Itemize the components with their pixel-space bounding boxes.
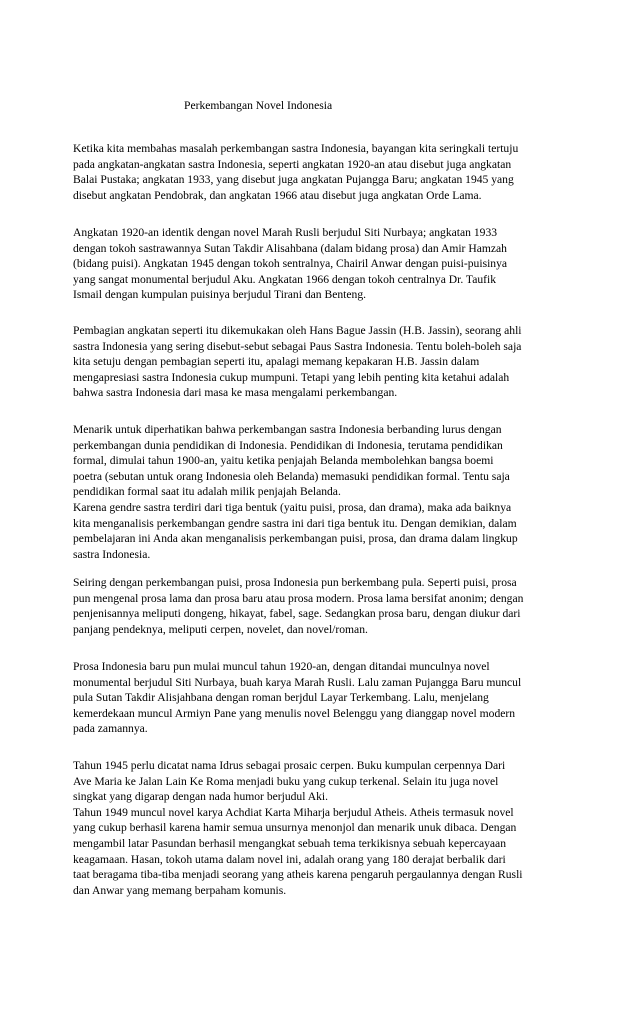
- paragraph-4: [73, 422, 563, 562]
- paragraph-line: yang cukup berhasil karena hamir semua unsurnya menonjol dan menarik unuk dibaca. Dengan: [73, 821, 517, 835]
- paragraph-line: perkembangan dunia pendidikan di Indonesia. Pendidikan di Indonesia, terutama pendidikan: [73, 438, 503, 452]
- paragraph-line: keagamaan. Hasan, tokoh utama dalam novel ini, adalah orang yang 180 derajat berbalik dari: [73, 852, 506, 866]
- paragraph-2: [73, 225, 563, 303]
- paragraph-line: yang sangat monumental berjudul Aku. Angkatan 1966 dengan tokoh centralnya Dr. Taufik: [73, 272, 497, 286]
- paragraph-line: disebut angkatan Pendobrak, dan angkatan 1966 atau disebut juga angkatan Orde Lama.: [73, 188, 482, 202]
- paragraph-line: bahwa sastra Indonesia dari masa ke masa mengalami perkembangan.: [73, 386, 398, 400]
- paragraph-line: mengambil latar Pasundan berhasil mengangkat sebuah tema terkikisnya sebuah kepercayaan: [73, 836, 506, 850]
- paragraph-line: panjang pendeknya, meliputi cerpen, novelet, dan novel/roman.: [73, 622, 368, 636]
- paragraph-line: kita setuju dengan pembagian seperti itu, apalagi memang kepakaran H.B. Jassin dalam: [73, 355, 480, 369]
- paragraph-line: Tahun 1945 perlu dicatat nama Idrus sebagai prosaic cerpen. Buku kumpulan cerpennya Dari: [73, 759, 506, 772]
- paragraph-line: Menarik untuk diperhatikan bahwa perkembangan sastra Indonesia berbanding lurus dengan: [73, 423, 502, 436]
- paragraph-3: [73, 323, 563, 401]
- paragraph-line: (bidang puisi). Angkatan 1945 dengan tokoh sentralnya, Chairil Anwar dengan puisi-puisinya: [73, 257, 508, 271]
- paragraph-line: Balai Pustaka; angkatan 1933, yang disebut juga angkatan Pujangga Baru; angkatan 1945 yang: [73, 173, 514, 187]
- paragraph-line: poetra (sebutan untuk orang Indonesia oleh Belanda) memasuki pendidikan formal. Tentu saja: [73, 469, 510, 483]
- paragraph-line: Karena gendre sastra terdiri dari tiga bentuk (yaitu puisi, prosa, dan drama), maka ada baiknya: [73, 500, 512, 514]
- paragraph-1: [73, 141, 563, 203]
- paragraph-line: pada zamannya.: [73, 722, 148, 736]
- paragraph-line: Tahun 1949 muncul novel karya Achdiat Karta Miharja berjudul Atheis. Atheis termasuk novel: [73, 805, 514, 819]
- paragraph-line: formal, dimulai tahun 1900-an, yaitu ketika penjajah Belanda membolehkan bangsa boemi: [73, 454, 494, 468]
- paragraph-line: kita menganalisis perkembangan gendre sastra ini dari tiga bentuk itu. Dengan demikian, dalam: [73, 516, 517, 530]
- paragraph-line: sastra Indonesia.: [73, 547, 151, 561]
- paragraph-line: taat beragama tiba-tiba menjadi seorang yang atheis karena pengaruh pergaulannya dengan Rusli: [73, 868, 523, 882]
- document-title: Perkembangan Novel Indonesia: [184, 99, 333, 112]
- paragraph-line: singkat yang digarap dengan nada humor berjudul Aki.: [73, 790, 328, 804]
- paragraph-line: dan Anwar yang memang berpaham komunis.: [73, 883, 287, 897]
- paragraph-6: [73, 659, 563, 737]
- paragraph-line: sastra Indonesia yang sering disebut-sebut sebagai Paus Sastra Indonesia. Tentu boleh-boleh saja: [73, 339, 522, 353]
- paragraph-line: mengapresiasi sastra Indonesia cukup mumpuni. Tetapi yang lebih penting kita ketahui adalah: [73, 370, 510, 384]
- paragraph-7: [73, 758, 563, 898]
- paragraph-line: pembelajaran ini Anda akan menganalisis perkembangan puisi, prosa, dan drama dalam lingkup: [73, 532, 518, 546]
- paragraph-line: Seiring dengan perkembangan puisi, prosa Indonesia pun berkembang pula. Seperti puisi, prosa: [73, 576, 517, 589]
- paragraph-line: pula Sutan Takdir Alisjahbana dengan roman berjdul Layar Terkembang. Lalu, menjelang: [73, 691, 489, 705]
- paragraph-line: kemerdekaan muncul Armiyn Pane yang menulis novel Belenggu yang dianggap novel modern: [73, 706, 516, 720]
- paragraph-line: Angkatan 1920-an identik dengan novel Marah Rusli berjudul Siti Nurbaya; angkatan 1933: [73, 226, 498, 239]
- paragraph-line: pendidikan formal saat itu adalah milik penjajah Belanda.: [73, 485, 341, 499]
- paragraph-line: Ketika kita membahas masalah perkembangan sastra Indonesia, bayangan kita seringkali tertuju: [73, 142, 519, 155]
- paragraph-line: Ave Maria ke Jalan Lain Ke Roma menjadi buku yang cukup terkenal. Selain itu juga novel: [73, 774, 499, 788]
- paragraph-5: [73, 575, 563, 637]
- paragraph-line: pun mengenal prosa lama dan prosa baru atau prosa modern. Prosa lama bersifat anonim; dengan: [73, 591, 524, 605]
- paragraph-line: Ismail dengan kumpulan puisinya berjudul Tirani dan Benteng.: [73, 288, 367, 302]
- paragraph-line: Pembagian angkatan seperti itu dikemukakan oleh Hans Bague Jassin (H.B. Jassin), seorang ahli: [73, 324, 522, 337]
- paragraph-line: monumental berjudul Siti Nurbaya, buah karya Marah Rusli. Lalu zaman Pujangga Baru muncul: [73, 675, 522, 689]
- paragraph-line: penjenisannya meliputi dongeng, hikayat, fabel, sage. Sedangkan prosa baru, dengan diukur dari: [73, 607, 521, 621]
- paragraph-line: pada angkatan-angkatan sastra Indonesia, seperti angkatan 1920-an atau disebut juga angkatan: [73, 157, 512, 171]
- paragraph-line: dengan tokoh sastrawannya Sutan Takdir Alisahbana (dalam bidang prosa) dan Amir Hamzah: [73, 241, 507, 255]
- paragraph-line: Prosa Indonesia baru pun mulai muncul tahun 1920-an, dengan ditandai munculnya novel: [73, 660, 490, 673]
